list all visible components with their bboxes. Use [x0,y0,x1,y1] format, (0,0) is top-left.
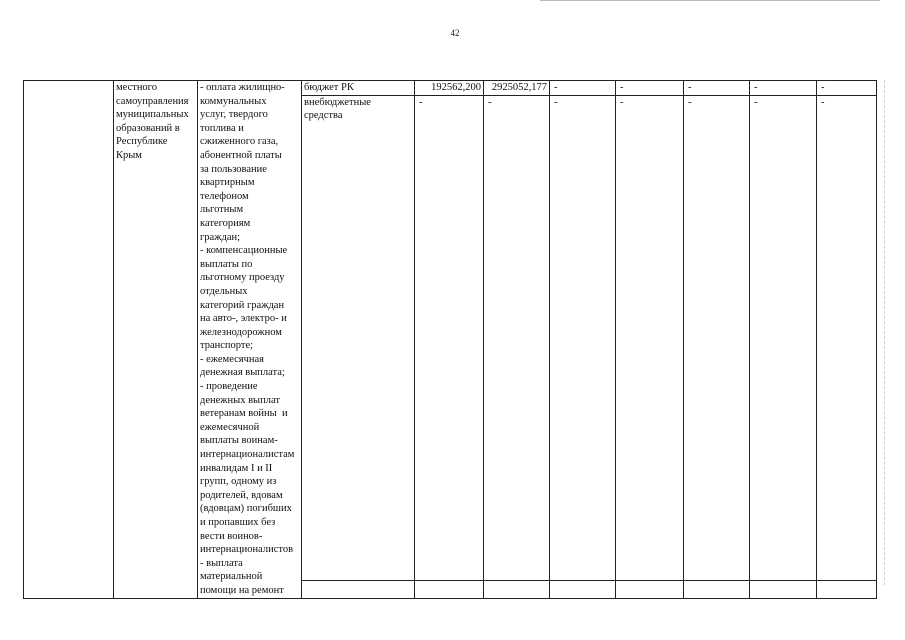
scan-edge-line [884,80,885,585]
value-cell: - [484,95,550,581]
page-number: 42 [450,28,460,38]
measures-cell: - оплата жилищно- коммунальных услуг, твердого топлива и сжиженного газа, абонентной платы за пользование квартирным телефоном льготным категориям граждан; - компенсационные выплаты по льготному проезду отдельных категорий граждан на авто-, электро- и железнодорожном транспорте; - ежемесячная денежная выплата; - проведение денежных выплат ветеранам войны и ежемесячной выплаты воинам- интернационалистам инвалидам I и II групп, одному из родителей, вдовам (вдовцам) погибших и пропавших без вести воинов- интернационалистов - выплата материальной помощи на ремонт [198,81,302,599]
value-cell: - [750,81,817,96]
organization-cell: местного самоуправления муниципальных образований в Республике Крым [114,81,198,599]
value-cell: - [684,95,750,581]
value-cell: - [616,95,684,581]
empty-cell [750,581,817,598]
top-border-line [540,0,880,1]
value-cell: - [415,95,484,581]
value-cell: - [684,81,750,96]
empty-cell [484,581,550,598]
empty-cell [550,581,616,598]
empty-cell [415,581,484,598]
empty-cell [684,581,750,598]
funding-source-cell: бюджет РК [302,81,415,96]
value-cell: - [817,95,877,581]
empty-cell [24,81,114,599]
value-cell: 2925052,177 [484,81,550,96]
value-cell: - [550,95,616,581]
value-cell: - [550,81,616,96]
value-cell: - [817,81,877,96]
funding-source-cell: внебюджетные средства [302,95,415,581]
value-cell: - [750,95,817,581]
empty-cell [302,581,415,598]
empty-cell [817,581,877,598]
table-row [24,81,877,96]
value-cell: - [616,81,684,96]
funding-table [23,80,877,599]
value-cell: 192562,200 [415,81,484,96]
empty-cell [616,581,684,598]
